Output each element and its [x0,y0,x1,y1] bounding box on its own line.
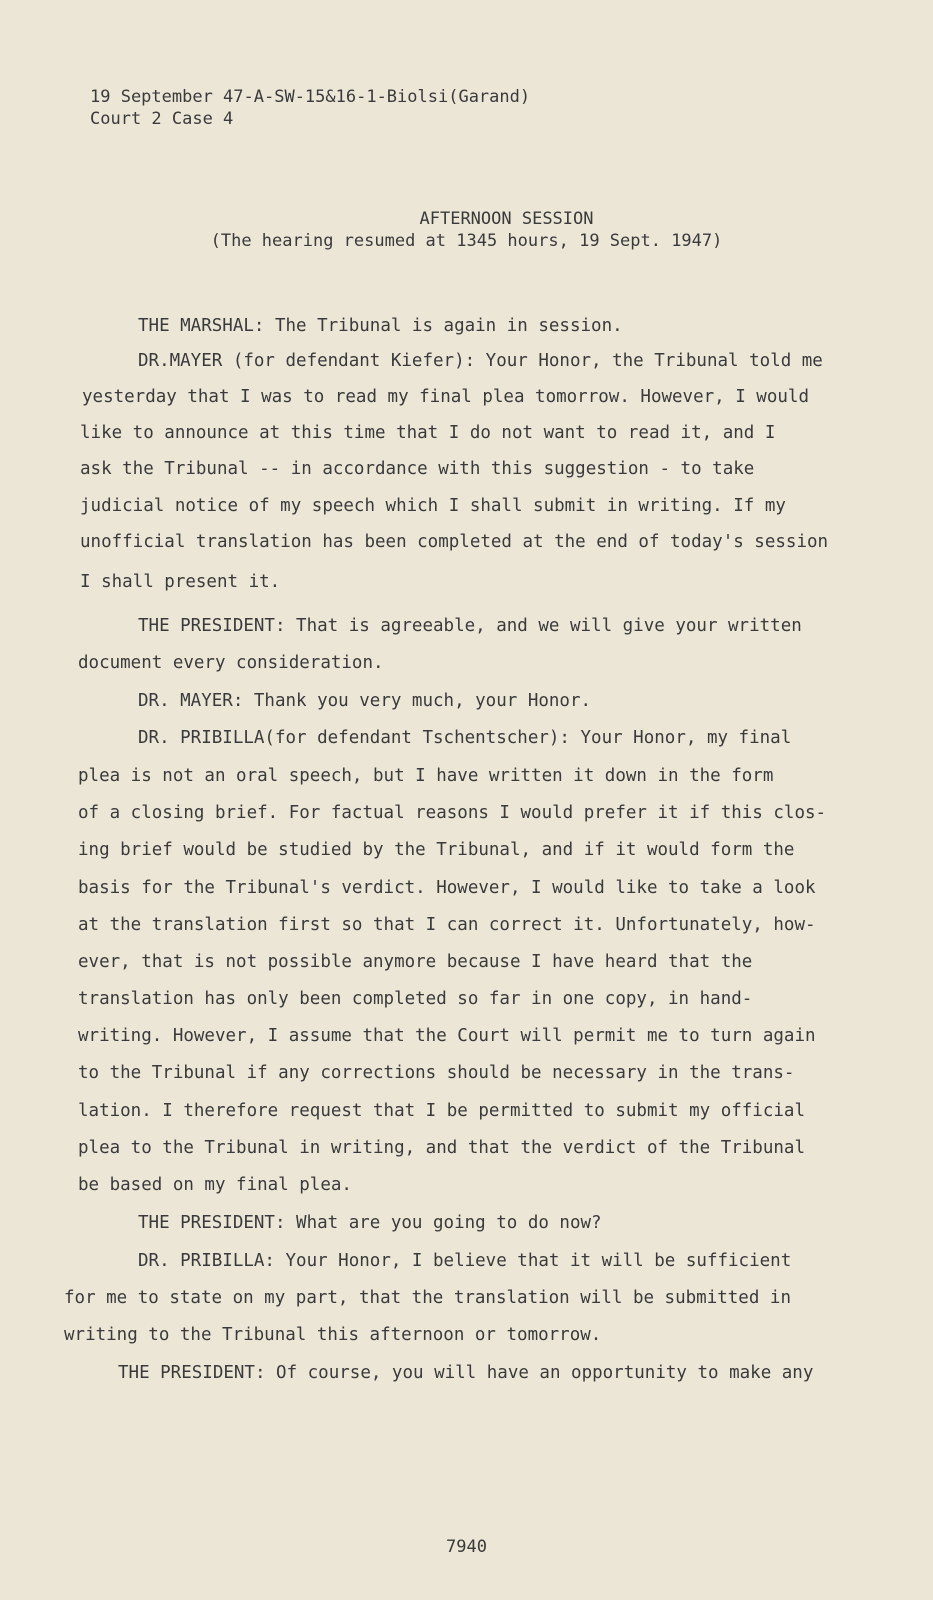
page-number: 7940 [446,1537,487,1557]
session-subtitle: (The hearing resumed at 1345 hours, 19 Sept. 1947) [210,231,723,251]
transcript-line: unofficial translation has been completed at the end of today's session [80,532,829,552]
session-title: AFTERNOON SESSION [419,209,594,229]
transcript-line: like to announce at this time that I do not want to read it, and I [80,423,776,443]
transcript-line: DR. PRIBILLA: Your Honor, I believe that it will be sufficient [138,1251,792,1271]
transcript-line: at the translation first so that I can correct it. Unfortunately, how- [78,915,816,935]
transcript-line: THE PRESIDENT: That is agreeable, and we will give your written [138,616,802,636]
transcript-line: writing to the Tribunal this afternoon or tomorrow. [64,1325,602,1345]
transcript-line: I shall present it. [80,572,281,592]
transcript-line: writing. However, I assume that the Court will permit me to turn again [78,1026,816,1046]
transcript-line: ever, that is not possible anymore because I have heard that the [78,952,753,972]
transcript-line: ask the Tribunal -- in accordance with this suggestion - to take [80,459,755,479]
transcript-line: document every consideration. [78,653,384,673]
transcript-line: DR. MAYER: Thank you very much, your Honor. [138,691,592,711]
transcript-line: translation has only been completed so far in one copy, in hand- [78,989,753,1009]
transcript-line: plea is not an oral speech, but I have written it down in the form [78,766,774,786]
transcript-line: lation. I therefore request that I be permitted to submit my official [78,1101,805,1121]
transcript-line: THE MARSHAL: The Tribunal is again in session. [138,316,623,336]
transcript-line: basis for the Tribunal's verdict. However, I would like to take a look [78,878,816,898]
transcript-line: DR.MAYER (for defendant Kiefer): Your Honor, the Tribunal told me [138,351,823,371]
transcript-line: THE PRESIDENT: Of course, you will have an opportunity to make any [118,1363,814,1383]
header-court-case-line: Court 2 Case 4 [90,109,234,129]
transcript-line: of a closing brief. For factual reasons I would prefer it if this clos- [78,803,827,823]
session-heading [0,208,933,252]
transcript-line: ing brief would be studied by the Tribunal, and if it would form the [78,840,795,860]
header-reference-line: 19 September 47-A-SW-15&16-1-Biolsi(Garand) [90,87,531,107]
transcript-line: plea to the Tribunal in writing, and that the verdict of the Tribunal [78,1138,805,1158]
transcript-line: be based on my final plea. [78,1175,352,1195]
transcript-line: THE PRESIDENT: What are you going to do now? [138,1213,602,1233]
transcript-line: judicial notice of my speech which I shall submit in writing. If my [80,496,786,516]
transcript-line: for me to state on my part, that the translation will be submitted in [64,1288,791,1308]
transcript-line: DR. PRIBILLA(for defendant Tschentscher): Your Honor, my final [138,728,792,748]
transcript-line: to the Tribunal if any corrections should be necessary in the trans- [78,1063,795,1083]
document-header [90,86,530,130]
transcript-line: yesterday that I was to read my final plea tomorrow. However, I would [82,387,809,407]
